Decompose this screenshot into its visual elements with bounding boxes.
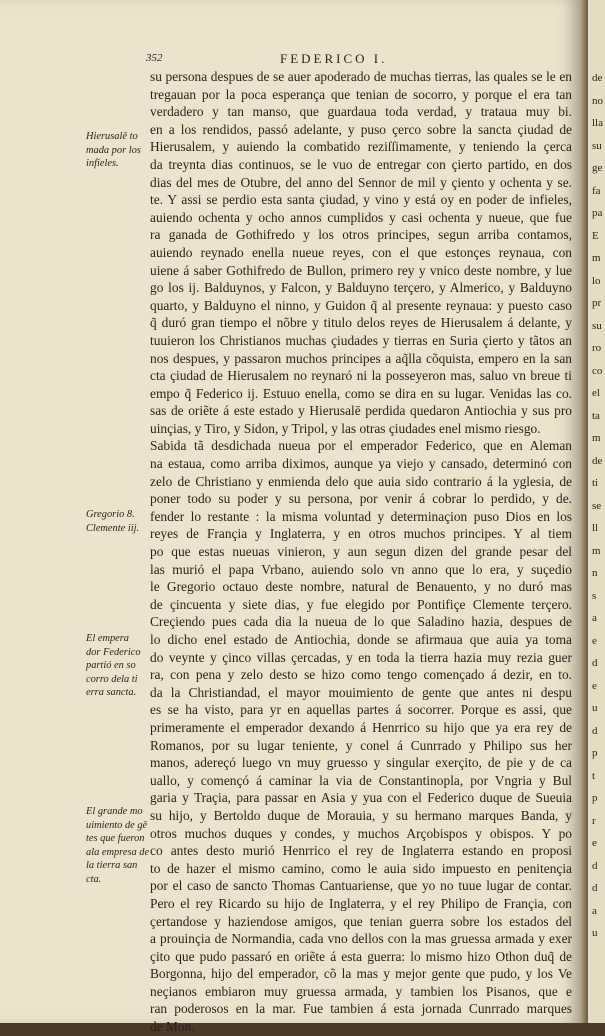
text-line: da la Christiandad, el mayor mouimiento de gente que antes ni despu <box>150 684 572 700</box>
facing-page-fragment: lo <box>592 274 601 287</box>
margin-note-line: uimiento de gē <box>86 819 148 831</box>
margin-note-line: la tierra san <box>86 860 138 872</box>
facing-page-fragment: el <box>592 387 600 399</box>
text-line: otros muchos duques y condes, y muchos Arçobispos y obispos. Y po <box>150 825 572 841</box>
text-line: Romanos, por su lugar teniente, y conel á Cunrrado y Philipo sus her <box>150 737 572 753</box>
facing-page-fragment: m <box>592 544 601 557</box>
facing-page-fragment: a <box>592 904 597 917</box>
facing-page-fragment: e <box>592 837 597 849</box>
facing-page-fragment: su <box>592 319 602 332</box>
text-line: uallo, y començó á caminar la via de Constantinopla, por Vngria y Bul <box>150 772 572 788</box>
facing-page-fragment: m <box>592 252 601 264</box>
facing-page-fragment: e <box>592 634 597 647</box>
facing-page-fragment: ti <box>592 477 599 489</box>
facing-page-fragment: co <box>592 364 603 377</box>
facing-page-fragment: r <box>592 814 596 827</box>
facing-page-fragment: d <box>592 859 598 872</box>
text-line: neçianos embiaron muy gruessa armada, y tambien los Pisanos, que e <box>150 983 572 999</box>
text-line: en a los rendidos, passó adelante, y puso çerco sobre la sancta çiudad de <box>150 121 572 137</box>
text-line: tregauan por la poca esperança que tenian de socorro, y porque el era tan <box>150 86 572 102</box>
margin-note <box>86 632 152 700</box>
text-line: ran poderosos en la mar. Fue tambien á esta jornada Cunrrado marques <box>150 1001 572 1017</box>
facing-page-fragment: m <box>592 432 601 444</box>
facing-page-fragment: de <box>592 72 603 84</box>
text-line: es se ha visto, para yr en aquellas partes á socorrer. Porque es assi, que <box>150 702 572 718</box>
running-title: FEDERICO I. <box>280 51 388 66</box>
facing-page-fragment: p <box>592 792 598 804</box>
text-line: reyes de Françia y Inglaterra, y en otros muchos principes. Y al tiem <box>150 526 572 542</box>
margin-note-line: mada por los <box>86 144 141 156</box>
facing-page-fragment: de <box>592 454 603 467</box>
text-line: auiendo ochenta y ocho annos cumplidos y casi ochenta y nueue, que fue <box>150 209 572 225</box>
page-header <box>140 52 570 68</box>
text-line: empo q̃ Federico ij. Estuuo enella, como se dira en su lugar. Venidas las co. <box>150 385 572 401</box>
text-line: zelo de Christiano y enmienda delo que auia sido contrario á la yglesia, de <box>150 473 572 489</box>
margin-notes <box>86 0 152 1023</box>
facing-page-fragment: u <box>592 702 598 714</box>
text-line: na estaua, como arriba diximos, aunque ya viejo y cansado, determinó con <box>150 456 572 472</box>
facing-page-fragment: ll <box>592 522 599 534</box>
main-text-block <box>150 68 572 1036</box>
facing-page-fragment: no <box>592 94 603 107</box>
facing-page-fragment: p <box>592 747 598 759</box>
text-line: verdadero y tan manso, que guardaua toda verdad, y trataua muy bi. <box>150 104 572 120</box>
margin-note <box>86 508 152 535</box>
facing-page-fragment: d <box>592 657 598 669</box>
text-line: to de hazer el mismo camino, como le auia sido impuesto en penitençia <box>150 860 572 876</box>
text-line: te. Y assi se perdio esta santa çiudad, y vino y está oy en poder de infieles, <box>150 192 572 208</box>
margin-note-line: corro dela ti <box>86 673 138 685</box>
text-line: Borgonna, hijo del emperador, cõ la mas y mejor gente que pudo, y los Ve <box>150 966 572 982</box>
facing-page-fragment: lla <box>592 117 603 129</box>
facing-page-fragment: E <box>592 229 599 242</box>
text-line: de çincuenta y siete dias, y fue elegido por Pontifiçe Clemente terçero. <box>150 596 572 612</box>
facing-page-fragment: pa <box>592 207 603 219</box>
text-line: ra, con pena y zelo desto se hizo como tengo començado á dezir, en to. <box>150 667 572 683</box>
text-line: q̃ duró gran tiempo el nõbre y titulo delos reyes de Hierusalem á delante, y <box>150 315 572 331</box>
margin-note-line: tes que fueron <box>86 833 145 845</box>
text-line: quarto, y Balduyno el ninno, y Guidon q̃ al presente reynaua: y puesto caso <box>150 297 572 313</box>
facing-page-fragment: fa <box>592 184 601 197</box>
text-line: lo dicho enel estado de Antiochia, donde se afirmaua que auia ya toma <box>150 632 572 647</box>
text-line: poner todo su poder y su persona, por venir á cobrar lo perdido, y de. <box>150 491 572 507</box>
text-line: le Gregorio octauo deste nombre, natural de Benauento, y no duró mas <box>150 579 572 595</box>
margin-note-line: infieles. <box>86 158 119 170</box>
margin-note-line: Hierusalē to <box>86 131 138 142</box>
book-gutter <box>580 0 588 1023</box>
text-line: cta çiudad de Hierusalem no reynaró ni la posseyeron mas, saluo vn breue ti <box>150 368 572 384</box>
text-line: çito que pudo passaró en oriẽte á esta guerra: lo mismo hizo Othon duq̃ de <box>150 948 572 964</box>
text-line: ra ganada de Gothifredo y los otros principes, segun arriba contamos, <box>150 227 572 243</box>
text-line: a prouinçia de Normandia, cada vno dellos con la mas gruessa armada y exer <box>150 931 572 947</box>
facing-page-fragment: se <box>592 499 602 512</box>
margin-note-line: Gregorio 8. <box>86 509 135 520</box>
facing-page-fragment: a <box>592 612 597 624</box>
facing-page-fragment: ge <box>592 162 603 174</box>
facing-page-fragment: n <box>592 567 598 579</box>
facing-page-fragment: t <box>592 769 596 782</box>
margin-note-line: Clemente iij. <box>86 522 140 534</box>
text-line: primeramente el emperador dexando á Henrrico su hijo que ya era rey de <box>150 719 572 735</box>
text-line: dias del mes de Otubre, del anno del Sennor de mil y çiento y ochenta y se. <box>150 174 572 190</box>
margin-note-line: dor Federico <box>86 646 141 658</box>
text-line: de Mon. <box>150 1019 195 1035</box>
text-line: Hierusalem, y auiendo la combatido reziſſimamente, y teniendo la çerca <box>150 139 572 155</box>
text-line: go los ij. Balduynos, y Falcon, y Balduyno terçero, y Almerico, y Balduyno <box>150 280 572 296</box>
text-line: por el caso de sancto Thomas Cantuariense, que yo no tuue lugar de contar. <box>150 878 572 894</box>
text-line: fender lo restante : la misma voluntad y determinaçion puso Dios en los <box>150 508 572 524</box>
facing-page-fragment: u <box>592 927 598 939</box>
text-line: nos despues, y passaron muchos principes a aq̃lla cõquista, empero en la san <box>150 350 572 366</box>
text-line: garia y Traçia, para passar en Asia y yua con el Federico duque de Sueuia <box>150 790 572 806</box>
text-line: su hijo, y Bertoldo duque de Morauia, y su hermano marques Banda, y <box>150 807 572 823</box>
text-line: las murió el papa Vrbano, auiendo solo vn anno que lo era, y suçedio <box>150 561 572 577</box>
margin-note-line: partió en so <box>86 660 136 672</box>
text-line: çertandose y haziendose amigos, que tenian guerra sobre los estados del <box>150 913 572 929</box>
facing-page-fragment: s <box>592 589 597 602</box>
text-line: po que estas nueuas vinieron, y aun segun dizen del grande pesar del <box>150 544 572 560</box>
text-line: uinçias, y Tiro, y Sidon, y Tripol, y las otras çiudades enel mismo riesgo. <box>150 420 541 436</box>
text-line: tuuieron los Christianos muchas çiudades y tierras en Suria çierto y tãtos an <box>150 332 572 348</box>
facing-page-fragment: pr <box>592 297 602 309</box>
margin-note-line: ala empresa de <box>86 846 150 858</box>
margin-note-line: El grande mo <box>86 806 143 817</box>
facing-page-fragment: e <box>592 679 597 692</box>
text-line: uiene á saber Gothifredo de Bullon, primero rey y vnico deste nombre, y lue <box>150 262 572 278</box>
text-line: auiendo reynado enella nueue reyes, con el que estonçes reynaua, con <box>150 244 572 260</box>
facing-page-edge <box>588 0 605 1023</box>
margin-note <box>86 805 152 887</box>
text-line: do veynte y çinco villas çercadas, y en toda la tierra hazia muy rezia guer <box>150 649 572 665</box>
text-line: da treynta dias continuos, se le vuo de entregar con çierto partido, en dos <box>150 156 572 172</box>
margin-note-line: cta. <box>86 873 102 885</box>
folio-number: 352 <box>146 52 163 64</box>
text-line: co antes desto murió Henrrico el rey de Inglaterra estando en proposi <box>150 843 572 859</box>
text-line: Creçiendo pues cada dia la nueua de lo que Saladino hazia, despues de <box>150 614 572 630</box>
margin-note <box>86 130 152 171</box>
margin-note-line: erra sancta. <box>86 687 137 699</box>
text-line: su persona despues de se auer apoderado de muchas tierras, las quales se le en <box>150 69 572 84</box>
facing-page-fragment: su <box>592 139 602 152</box>
text-line: sas de oriẽte á este estado y Hierusalē perdida quedaron Antiochia y sus pro <box>150 403 572 419</box>
text-line: Pero el rey Ricardo su hijo de Inglaterra, y el rey Philipo de Françia, con <box>150 895 572 911</box>
text-line: manos, adereçó luego vn muy gruesso y singular exerçito, de pie y de ca <box>150 755 572 771</box>
margin-note-line: El empera <box>86 633 129 644</box>
facing-page-fragment: d <box>592 882 598 894</box>
facing-page-fragment: ta <box>592 409 600 422</box>
facing-page-fragment: ro <box>592 342 602 354</box>
text-line: Sabida tã desdichada nueua por el emperador Federico, que en Aleman <box>150 438 572 454</box>
facing-page-fragment: d <box>592 724 598 737</box>
